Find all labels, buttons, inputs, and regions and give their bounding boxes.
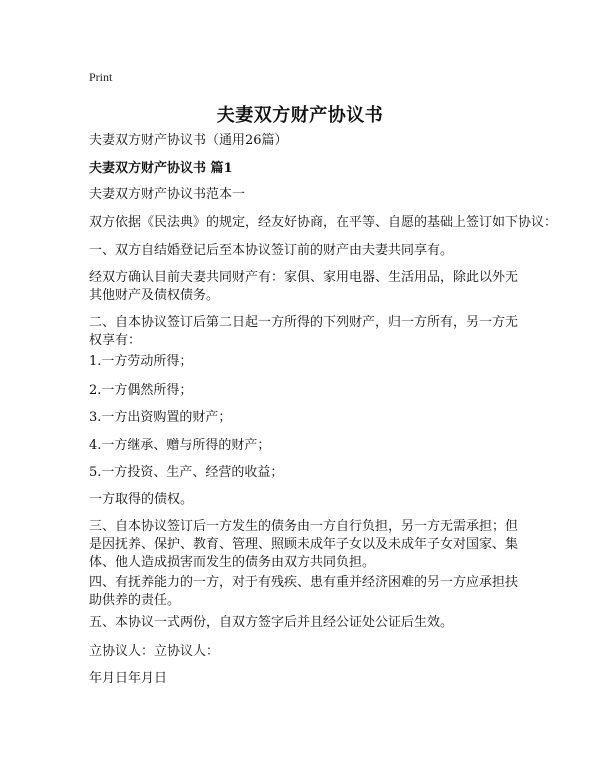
clause-three: 三、自本协议签订后一方发生的债务由一方自行负担，另一方无需承担；但是因抚养、保护、教育、管理、照顾未成年子女以及未成年子女对国家、集体、他人造成损害而发生的债务由双方共同负担。 bbox=[89, 519, 519, 570]
list-item: 4.一方继承、赠与所得的财产； bbox=[89, 438, 271, 453]
signatories-line: 立协议人：立协议人： bbox=[89, 644, 220, 659]
list-item: 一方取得的债权。 bbox=[89, 492, 194, 507]
section-heading: 夫妻双方财产协议书 篇1 bbox=[89, 161, 233, 176]
clause-five: 五、本协议一式两份，自双方签字后并且经公证处公证后生效。 bbox=[89, 615, 454, 630]
document-title: 夫妻双方财产协议书 bbox=[216, 105, 384, 126]
clause-one-detail: 经双方确认目前夫妻共同财产有：家俱、家用电器、生活用品，除此以外无其他财产及债权债务。 bbox=[89, 270, 519, 303]
list-item: 2.一方偶然所得； bbox=[89, 383, 193, 398]
print-link[interactable]: Print bbox=[89, 70, 113, 84]
sample-label: 夫妻双方财产协议书范本一 bbox=[89, 187, 246, 202]
list-item: 3.一方出资购置的财产； bbox=[89, 410, 232, 425]
document-subtitle: 夫妻双方财产协议书（通用26篇） bbox=[89, 133, 288, 148]
paragraph-intro: 双方依据《民法典》的规定，经友好协商，在平等、自愿的基础上签订如下协议： bbox=[89, 215, 558, 230]
clause-four: 四、有抚养能力的一方，对于有残疾、患有重并经济困难的另一方应承担扶助供养的责任。 bbox=[89, 575, 519, 608]
list-item: 5.一方投资、生产、经营的收益； bbox=[89, 465, 284, 480]
date-line: 年月日年月日 bbox=[89, 671, 168, 686]
list-item: 1.一方劳动所得； bbox=[89, 354, 193, 369]
clause-one: 一、双方自结婚登记后至本协议签订前的财产由夫妻共同享有。 bbox=[89, 243, 454, 258]
clause-two: 二、自本协议签订后第二日起一方所得的下列财产，归一方所有，另一方无权享有： bbox=[89, 315, 519, 348]
